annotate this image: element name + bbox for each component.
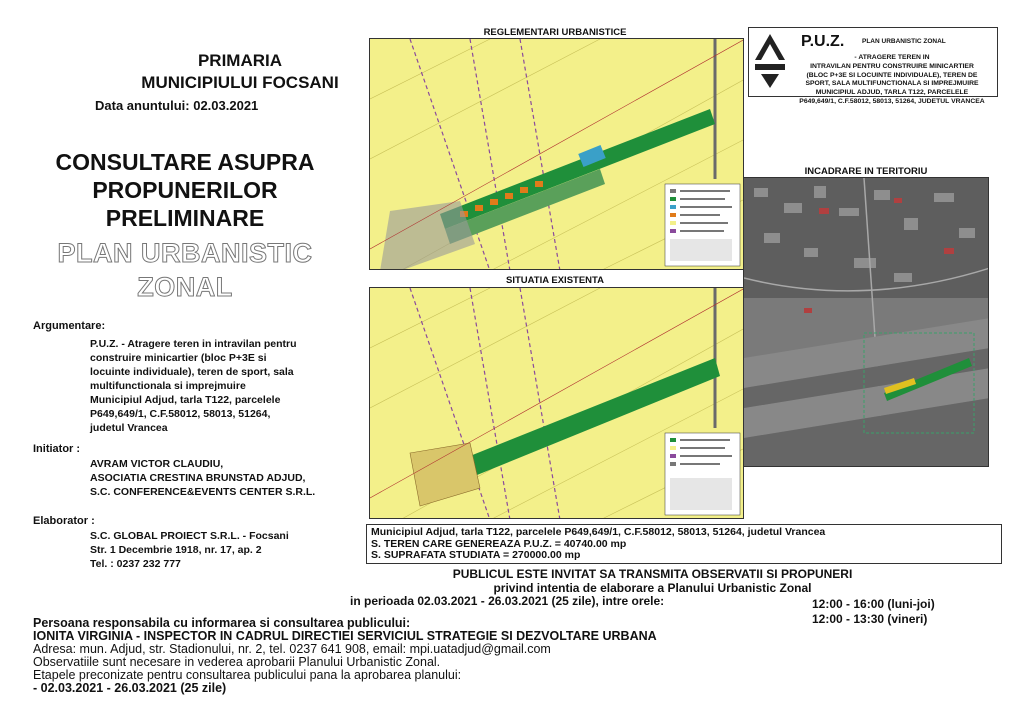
institution-line-1: PRIMARIA [197,51,283,70]
argumentare-line: Municipiul Adjud, tarla T122, parcelele [90,394,281,406]
elaborator-line: Str. 1 Decembrie 1918, nr. 17, ap. 2 [90,544,262,556]
studied-area: S. SUPRAFATA STUDIATA = 270000.00 mp [371,549,581,561]
stages-period: - 02.03.2021 - 26.03.2021 (25 zile) [33,681,227,695]
initiator-line: AVRAM VICTOR CLAUDIU, [90,458,224,470]
architect-logo-icon [753,32,787,90]
observations-note: Observatiile sunt necesare in vederea aprobarii Planului Urbanistic Zonal. [33,655,441,669]
puz-box-abbreviation: P.U.Z. [801,33,845,50]
reglementari-map-drawing [370,39,744,270]
initiator-line: ASOCIATIA CRESTINA BRUNSTAD ADJUD, [90,472,306,484]
puz-box-line: P649,649/1, C.F.58012, 58013, 51264, JUDETUL VRANCEA [799,97,985,105]
stages-label: Etapele preconizate pentru consultarea publicului pana la aprobarea planului: [33,668,462,682]
parcel-info-box [366,524,1002,564]
argumentare-line: multifunctionala si imprejmuire [90,380,246,392]
initiator-text [90,457,315,499]
announcement-date: Data anuntului: 02.03.2021 [95,98,259,113]
argumentare-line: locuinte individuale), teren de sport, sala [90,366,294,378]
elaborator-line: Tel. : 0237 232 777 [90,558,181,570]
puz-box-line: MUNICIPIUL ADJUD, TARLA T122, PARCELELE [815,89,969,97]
parcel-location: Municipiul Adjud, tarla T122, parcelele P649,649/1, C.F.58012, 58013, 51264, judetul Vrancea [371,526,826,538]
argumentare-label: Argumentare: [33,320,106,332]
elaborator-label: Elaborator : [33,515,95,527]
argumentare-line: P649,649/1, C.F.58012, 58013, 51264, [90,408,271,420]
puz-title-line-1: PLAN URBANISTIC [57,238,313,268]
responsible-person-name: IONITA VIRGINIA - INSPECTOR IN CADRUL DIRECTIEI SERVICIUL STRATEGIE SI DEZVOLTARE URBANA [33,629,657,643]
consultation-period: in perioada 02.03.2021 - 26.03.2021 (25 zile), intre orele: [350,594,665,608]
incadrare-title: INCADRARE IN TERITORIU [804,166,928,177]
satellite-image [744,178,989,467]
situatia-map-drawing [370,288,744,519]
initiator-label: Initiator : [33,443,81,455]
elaborator-text [90,529,289,571]
puz-box-line: SPORT, SALA MULTIFUNCTIONALA SI IMPREJMUIRE [805,80,979,88]
title-line-3: PRELIMINARE [105,205,265,231]
puz-box-line: - ATRAGERE TEREN IN [854,54,930,61]
puz-title [20,236,350,304]
argumentare-line: judetul Vrancea [90,422,168,434]
puz-info-box [748,27,998,105]
contact-address: Adresa: mun. Adjud, str. Stadionului, nr. 2, tel. 0237 641 908, email: mpi.uatadjud@gmail.com [33,642,551,656]
puz-box-line: (BLOC P+3E SI LOCUINTE INDIVIDUALE), TEREN DE [806,71,978,79]
puz-title-line-2: ZONAL [137,272,233,302]
invitation-line-2: privind intentia de elaborare a Planului Urbanistic Zonal [493,581,812,595]
contact-section [33,617,657,695]
institution-line-2: MUNICIPIULUI FOCSANI [141,73,339,92]
schedule-mon-thu: 12:00 - 16:00 (luni-joi) [812,597,935,611]
elaborator-line: S.C. GLOBAL PROIECT S.R.L. - Focsani [90,530,289,542]
reglementari-map [369,38,744,270]
argumentare-line: P.U.Z. - Atragere teren in intravilan pentru [90,338,297,350]
public-invitation [345,567,960,595]
title-line-2: PROPUNERILOR [92,177,278,203]
invitation-line-1: PUBLICUL ESTE INVITAT SA TRANSMITA OBSERVATII SI PROPUNERI [452,567,853,581]
reglementari-title: REGLEMENTARI URBANISTICE [483,27,627,38]
puz-area: S. TEREN CARE GENEREAZA P.U.Z. = 40740.00 mp [371,537,627,550]
satellite-map [743,177,989,467]
responsible-person-label: Persoana responsabila cu informarea si consultarea publicului: [33,616,411,630]
puz-box-description [789,54,995,107]
situatia-map [369,287,744,519]
schedule-fri: 12:00 - 13:30 (vineri) [812,612,928,626]
situatia-title: SITUATIA EXISTENTA [506,275,604,286]
puz-box-line: INTRAVILAN PENTRU CONSTRUIRE MINICARTIER [810,62,974,70]
title-line-1: CONSULTARE ASUPRA [55,149,315,175]
page-title [25,148,345,232]
argumentare-text [90,337,297,435]
institution-name [115,50,365,94]
puz-box-full-name: PLAN URBANISTIC ZONAL [862,38,946,45]
initiator-line: S.C. CONFERENCE&EVENTS CENTER S.R.L. [90,486,316,498]
argumentare-line: construire minicartier (bloc P+3E si [90,352,267,364]
